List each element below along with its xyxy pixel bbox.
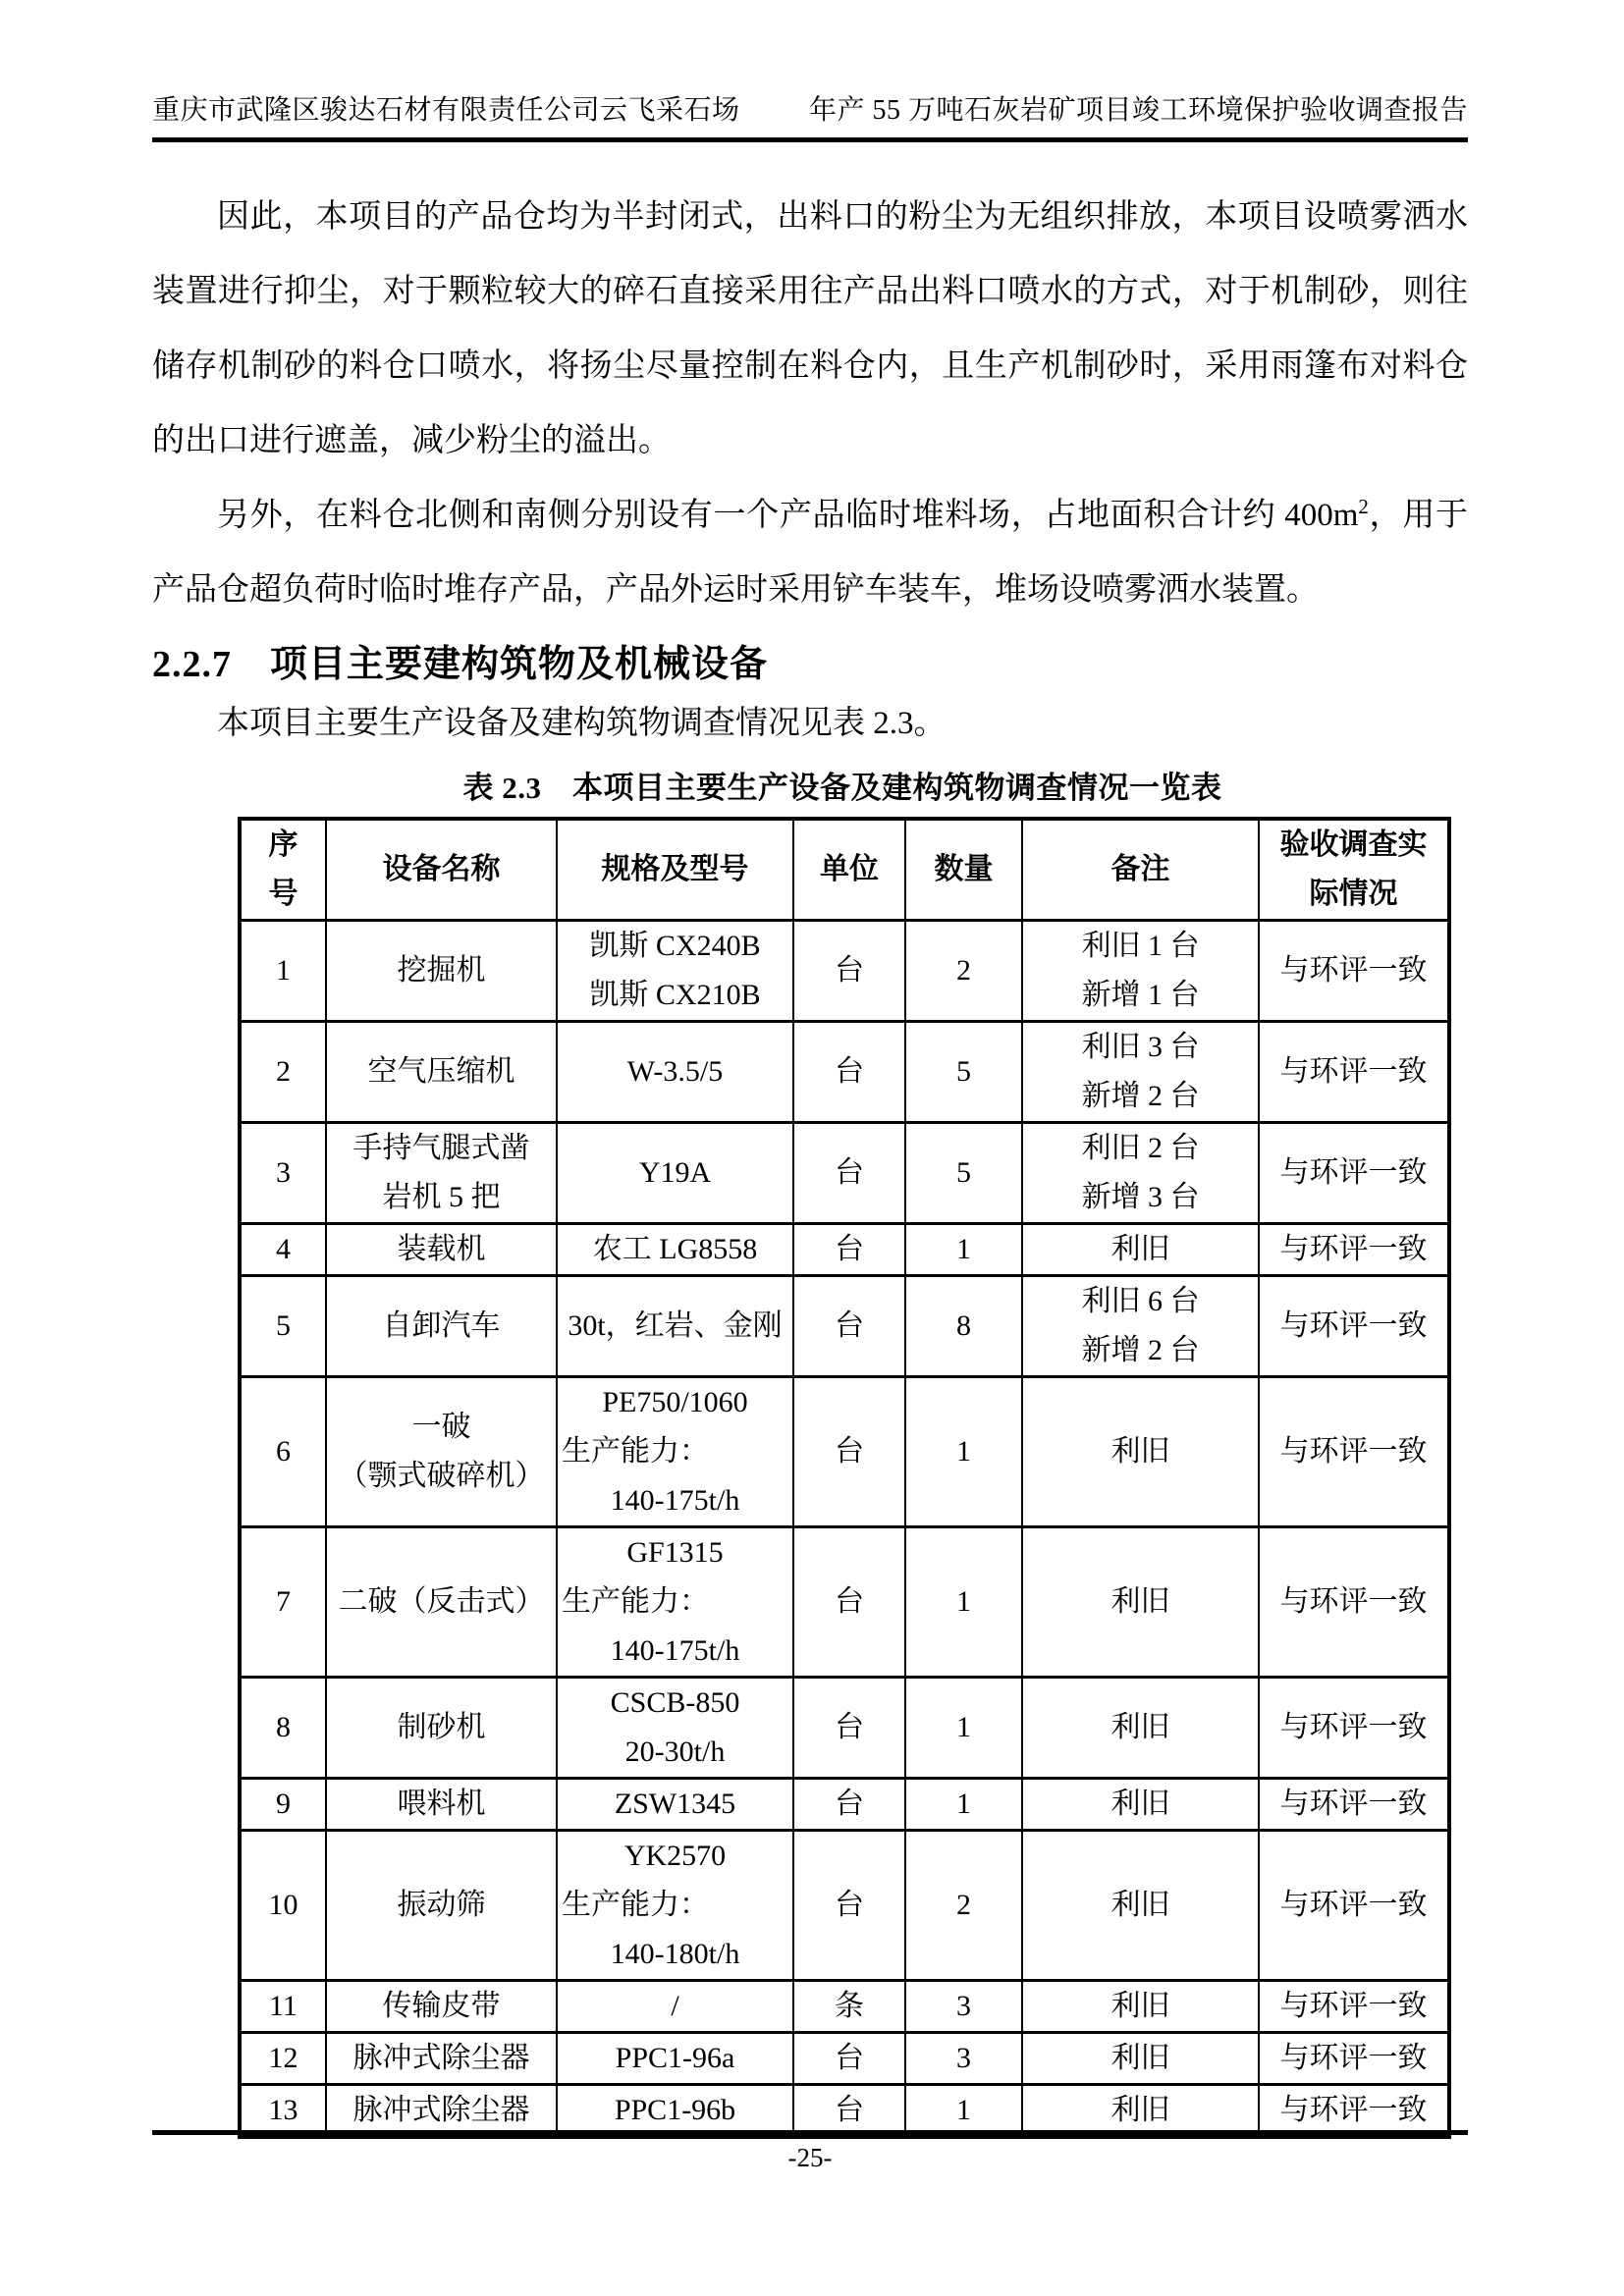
cell-spec — [557, 1678, 793, 1779]
cell-text-line: 生产能力： — [562, 1889, 709, 1921]
paragraph-dust-control: 因此，本项目的产品仓均为半封闭式，出料口的粉尘为无组织排放，本项目设喷雾洒水装置进行抑尘，对于颗粒较大的碎石直接采用往产品出料口喷水的方式，对于机制砂，则往储存机制砂的料仓口喷水，将扬尘尽量控制在料仓内，且生产机制砂时，采用雨篷布对料仓的出口进行遮盖，减少粉尘的溢出。 — [152, 199, 1468, 458]
cell-qty: 1 — [905, 1377, 1022, 1527]
cell-text-line: GF1315 — [626, 1536, 724, 1569]
table-row — [240, 1779, 1449, 1831]
cell-verify: 与环评一致 — [1259, 1377, 1449, 1527]
cell-remark: 利旧 — [1022, 1981, 1259, 2033]
cell-verify: 与环评一致 — [1259, 2085, 1449, 2138]
cell-no: 3 — [240, 1123, 326, 1224]
section-heading-2-2-7: 2.2.7 项目主要建构筑物及机械设备 — [152, 644, 769, 685]
cell-text-line: 利旧 1 台 — [1081, 930, 1200, 962]
cell-verify: 与环评一致 — [1259, 1276, 1449, 1377]
page-content — [152, 138, 1468, 2139]
cell-qty: 1 — [905, 1678, 1022, 1779]
cell-text-line: 验收调查实 — [1279, 828, 1428, 861]
cell-text-line: 凯斯 CX240B — [589, 930, 761, 962]
cell-qty: 3 — [905, 1981, 1022, 2033]
cell-text-line: YK2570 — [623, 1840, 727, 1872]
cell-remark: 利旧 — [1022, 1779, 1259, 1831]
cell-text-line: 序 — [268, 828, 298, 861]
table-intro-text: 本项目主要生产设备及建构筑物调查情况见表 2.3。 — [217, 706, 947, 741]
cell-no: 7 — [240, 1527, 326, 1678]
column-header-5: 备注 — [1022, 819, 1259, 921]
cell-name: 制砂机 — [326, 1678, 557, 1779]
cell-unit: 台 — [793, 1831, 905, 1981]
cell-qty: 1 — [905, 1779, 1022, 1831]
cell-name: 挖掘机 — [326, 921, 557, 1022]
cell-qty: 1 — [905, 2085, 1022, 2138]
cell-no: 1 — [240, 921, 326, 1022]
page-footer — [152, 2130, 1468, 2173]
page-header — [152, 88, 1468, 142]
cell-verify: 与环评一致 — [1259, 2033, 1449, 2085]
cell-text-line: 利旧 6 台 — [1081, 1285, 1200, 1317]
cell-remark: 利旧 — [1022, 2033, 1259, 2085]
cell-text-line: 岩机 5 把 — [382, 1181, 501, 1213]
cell-no: 13 — [240, 2085, 326, 2138]
cell-spec — [557, 921, 793, 1022]
cell-spec — [557, 1527, 793, 1678]
cell-unit: 台 — [793, 1276, 905, 1377]
cell-name: 二破（反击式） — [326, 1527, 557, 1678]
cell-text-line: 际情况 — [1309, 878, 1398, 910]
cell-spec: 30t，红岩、金刚 — [557, 1276, 793, 1377]
table-header-row — [240, 819, 1449, 921]
cell-spec: PPC1-96a — [557, 2033, 793, 2085]
cell-no: 8 — [240, 1678, 326, 1779]
cell-spec: W-3.5/5 — [557, 1022, 793, 1123]
cell-text-line: 生产能力： — [562, 1585, 709, 1618]
cell-remark: 利旧 — [1022, 1527, 1259, 1678]
cell-text-line: 利旧 2 台 — [1081, 1132, 1200, 1164]
cell-no: 6 — [240, 1377, 326, 1527]
cell-verify: 与环评一致 — [1259, 1981, 1449, 2033]
cell-name: 装载机 — [326, 1224, 557, 1276]
cell-qty: 2 — [905, 1831, 1022, 1981]
cell-spec — [557, 1377, 793, 1527]
cell-unit: 台 — [793, 1022, 905, 1123]
column-header-3: 单位 — [793, 819, 905, 921]
cell-text-line: 利旧 3 台 — [1081, 1031, 1200, 1063]
cell-spec: Y19A — [557, 1123, 793, 1224]
cell-no: 11 — [240, 1981, 326, 2033]
cell-remark: 利旧 — [1022, 1224, 1259, 1276]
cell-text-line: 140-175t/h — [610, 1484, 740, 1517]
column-header-0 — [240, 819, 326, 921]
cell-qty: 3 — [905, 2033, 1022, 2085]
cell-text-line: PE750/1060 — [602, 1386, 748, 1418]
cell-text-line: 新增 2 台 — [1081, 1080, 1200, 1112]
cell-verify: 与环评一致 — [1259, 1022, 1449, 1123]
table-row — [240, 1224, 1449, 1276]
cell-no: 9 — [240, 1779, 326, 1831]
cell-remark — [1022, 1022, 1259, 1123]
table-head — [240, 819, 1449, 921]
cell-spec: ZSW1345 — [557, 1779, 793, 1831]
cell-text-line: 新增 2 台 — [1081, 1334, 1200, 1366]
header-right-text: 年产 55 万吨石灰岩矿项目竣工环境保护验收调查报告 — [808, 95, 1468, 126]
cell-text-line: 140-180t/h — [610, 1938, 740, 1970]
equipment-table — [238, 817, 1451, 2139]
cell-verify: 与环评一致 — [1259, 921, 1449, 1022]
cell-unit: 台 — [793, 1678, 905, 1779]
cell-unit: 条 — [793, 1981, 905, 2033]
cell-unit: 台 — [793, 2033, 905, 2085]
paragraph-stockyard-text-start: 另外，在料仓北侧和南侧分别设有一个产品临时堆料场，占地面积合计约 400m — [217, 498, 1359, 533]
cell-text-line: CSCB-850 — [610, 1686, 740, 1719]
cell-unit: 台 — [793, 1779, 905, 1831]
cell-name: 传输皮带 — [326, 1981, 557, 2033]
cell-qty: 5 — [905, 1022, 1022, 1123]
cell-remark: 利旧 — [1022, 1678, 1259, 1779]
cell-verify: 与环评一致 — [1259, 1527, 1449, 1678]
table-row — [240, 921, 1449, 1022]
cell-text-line: 新增 3 台 — [1081, 1181, 1200, 1213]
cell-remark — [1022, 1276, 1259, 1377]
cell-qty: 8 — [905, 1276, 1022, 1377]
table-caption: 表 2.3 本项目主要生产设备及建构筑物调查情况一览表 — [462, 771, 1222, 805]
cell-unit: 台 — [793, 1377, 905, 1527]
cell-name: 喂料机 — [326, 1779, 557, 1831]
cell-text-line: 号 — [268, 878, 298, 910]
cell-spec: / — [557, 1981, 793, 2033]
cell-spec — [557, 1831, 793, 1981]
page-number: -25- — [787, 2143, 833, 2172]
table-row — [240, 1123, 1449, 1224]
cell-unit: 台 — [793, 1224, 905, 1276]
cell-name: 空气压缩机 — [326, 1022, 557, 1123]
cell-spec: 农工 LG8558 — [557, 1224, 793, 1276]
cell-unit: 台 — [793, 921, 905, 1022]
cell-remark: 利旧 — [1022, 1377, 1259, 1527]
paragraph-stockyard — [152, 478, 1468, 627]
cell-remark — [1022, 921, 1259, 1022]
cell-name: 振动筛 — [326, 1831, 557, 1981]
column-header-6 — [1259, 819, 1449, 921]
table-body — [240, 921, 1449, 2138]
cell-unit: 台 — [793, 1123, 905, 1224]
cell-verify: 与环评一致 — [1259, 1678, 1449, 1779]
column-header-4: 数量 — [905, 819, 1022, 921]
cell-no: 4 — [240, 1224, 326, 1276]
table-row — [240, 2033, 1449, 2085]
cell-name: 自卸汽车 — [326, 1276, 557, 1377]
cell-text-line: （颚式破碎机） — [338, 1460, 545, 1492]
superscript-square-meter: 2 — [1358, 495, 1369, 518]
column-header-2: 规格及型号 — [557, 819, 793, 921]
paragraph-stockyard-text-end: ，用于产品仓超负荷时临时堆存产品，产品外运时采用铲车装车，堆场设喷雾洒水装置。 — [152, 498, 1469, 608]
table-row — [240, 1678, 1449, 1779]
cell-name — [326, 1377, 557, 1527]
cell-remark: 利旧 — [1022, 2085, 1259, 2138]
table-row — [240, 2085, 1449, 2138]
header-left-text: 重庆市武隆区骏达石材有限责任公司云飞采石场 — [152, 95, 740, 126]
cell-verify: 与环评一致 — [1259, 1123, 1449, 1224]
cell-text-line: 凯斯 CX210B — [589, 979, 761, 1011]
cell-remark: 利旧 — [1022, 1831, 1259, 1981]
table-row — [240, 1527, 1449, 1678]
cell-name — [326, 1123, 557, 1224]
cell-text-line: 20-30t/h — [624, 1735, 726, 1768]
table-row — [240, 1831, 1449, 1981]
table-row — [240, 1022, 1449, 1123]
cell-verify: 与环评一致 — [1259, 1831, 1449, 1981]
cell-qty: 1 — [905, 1527, 1022, 1678]
cell-no: 2 — [240, 1022, 326, 1123]
cell-name: 脉冲式除尘器 — [326, 2085, 557, 2138]
cell-qty: 1 — [905, 1224, 1022, 1276]
cell-unit: 台 — [793, 1527, 905, 1678]
cell-verify: 与环评一致 — [1259, 1224, 1449, 1276]
cell-text-line: 手持气腿式凿 — [352, 1132, 530, 1164]
cell-name: 脉冲式除尘器 — [326, 2033, 557, 2085]
cell-spec: PPC1-96b — [557, 2085, 793, 2138]
cell-unit: 台 — [793, 2085, 905, 2138]
cell-remark — [1022, 1123, 1259, 1224]
cell-no: 10 — [240, 1831, 326, 1981]
cell-text-line: 140-175t/h — [610, 1634, 740, 1667]
cell-text-line: 生产能力： — [562, 1435, 709, 1468]
table-row — [240, 1377, 1449, 1527]
table-row — [240, 1276, 1449, 1377]
cell-verify: 与环评一致 — [1259, 1779, 1449, 1831]
cell-qty: 2 — [905, 921, 1022, 1022]
table-row — [240, 1981, 1449, 2033]
cell-no: 12 — [240, 2033, 326, 2085]
cell-qty: 5 — [905, 1123, 1022, 1224]
cell-text-line: 新增 1 台 — [1081, 979, 1200, 1011]
cell-text-line: 一破 — [411, 1411, 471, 1443]
cell-no: 5 — [240, 1276, 326, 1377]
column-header-1: 设备名称 — [326, 819, 557, 921]
